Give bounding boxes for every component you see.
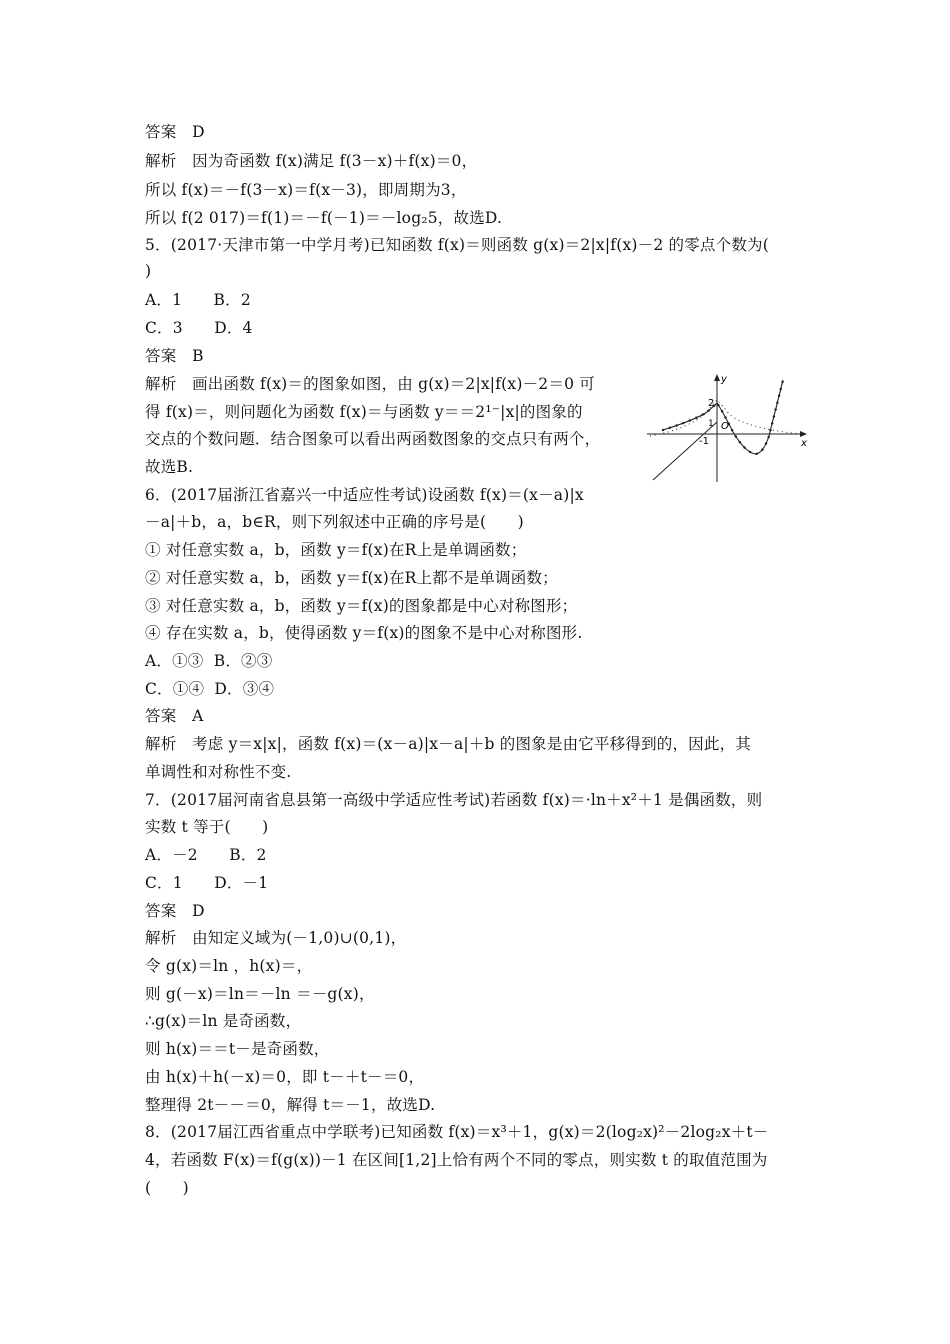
- text-line: 4，若函数 F(x)＝f(g(x))－1 在区间[1,2]上恰有两个不同的零点，则实数 t 的取值范围为: [145, 1151, 768, 1169]
- origin-label: O: [721, 421, 729, 432]
- text-line: 则 g(－x)＝ln＝－ln ＝－g(x)，: [145, 985, 375, 1003]
- tick-label-minus-one: -1: [699, 436, 709, 447]
- text-line: 解析 由知定义域为(－1,0)∪(0,1)，: [145, 929, 407, 947]
- text-line: 故选B.: [145, 458, 194, 476]
- text-line: 5．(2017·天津市第一中学月考)已知函数 f(x)＝则函数 g(x)＝2|x|f(x)－2 的零点个数为(: [145, 236, 769, 254]
- text-line: ① 对任意实数 a，b，函数 y＝f(x)在R上是单调函数；: [145, 541, 527, 559]
- x-axis-arrow: [800, 431, 807, 437]
- text-line: ④ 存在实数 a，b，使得函数 y＝f(x)的图象不是中心对称图形.: [145, 624, 583, 642]
- text-line: C．1 D．－1: [145, 874, 269, 892]
- function-graph-figure: [645, 372, 810, 484]
- text-line: A．①③ B．②③: [145, 652, 273, 670]
- f-curve: [663, 380, 783, 454]
- text-line: 7．(2017届河南省息县第一高级中学适应性考试)若函数 f(x)＝·ln＋x²＋1 是偶函数，则: [145, 791, 763, 809]
- text-line: 6．(2017届浙江省嘉兴一中适应性考试)设函数 f(x)＝(x－a)|x: [145, 486, 584, 504]
- tick-label-two: 2: [708, 398, 715, 409]
- text-line: 由 h(x)＋h(－x)＝0，即 t－＋t－＝0，: [145, 1068, 425, 1086]
- text-line: ( ): [145, 1179, 189, 1197]
- text-line: 答案 A: [145, 707, 204, 725]
- text-line: 答案 B: [145, 347, 204, 365]
- text-line: 交点的个数问题．结合图象可以看出两函数图象的交点只有两个，: [145, 430, 601, 448]
- y-axis-label: y: [721, 374, 727, 385]
- text-line: 解析 考虑 y＝x|x|，函数 f(x)＝(x－a)|x－a|＋b 的图象是由它平移得到的，因此，其: [145, 735, 751, 753]
- text-line: 所以 f(x)＝－f(3－x)＝f(x－3)，即周期为3，: [145, 181, 467, 199]
- text-line: A．1 B．2: [145, 291, 251, 309]
- text-line: 单调性和对称性不变.: [145, 763, 292, 781]
- text-line: ② 对任意实数 a，b，函数 y＝f(x)在R上都不是单调函数；: [145, 569, 558, 587]
- text-line: ③ 对任意实数 a，b，函数 y＝f(x)的图象都是中心对称图形；: [145, 597, 578, 615]
- text-line: C．①④ D．③④: [145, 680, 275, 698]
- text-line: A．－2 B．2: [145, 846, 267, 864]
- text-line: 实数 t 等于( ): [145, 818, 269, 836]
- text-line: 答案 D: [145, 123, 205, 141]
- text-line: 解析 画出函数 f(x)＝的图象如图，由 g(x)＝2|x|f(x)－2＝0 可: [145, 375, 595, 393]
- text-line: 整理得 2t－－＝0，解得 t＝－1，故选D.: [145, 1096, 436, 1114]
- text-line: 所以 f(2 017)＝f(1)＝－f(－1)＝－log₂5，故选D.: [145, 209, 503, 227]
- y-axis-arrow: [714, 374, 720, 381]
- text-line: C．3 D．4: [145, 319, 253, 337]
- x-axis-label: x: [801, 438, 807, 449]
- text-line: －a|＋b，a，b∈R，则下列叙述中正确的序号是( ): [145, 513, 524, 531]
- text-line: 答案 D: [145, 902, 205, 920]
- text-line: ): [145, 262, 152, 280]
- text-line: 解析 因为奇函数 f(x)满足 f(3－x)＋f(x)＝0，: [145, 152, 478, 170]
- text-line: ∴g(x)＝ln 是奇函数，: [145, 1012, 302, 1030]
- tick-label-one: 1: [708, 419, 714, 429]
- text-line: 令 g(x)＝ln ，h(x)＝，: [145, 957, 313, 975]
- f-curve-dots: [663, 380, 783, 454]
- text-line: 则 h(x)＝＝t－是奇函数，: [145, 1040, 330, 1058]
- text-line: 8．(2017届江西省重点中学联考)已知函数 f(x)＝x³＋1，g(x)＝2(log₂x)²－2log₂x＋t－: [145, 1123, 769, 1141]
- text-line: 得 f(x)＝，则问题化为函数 f(x)＝与函数 y＝＝2¹⁻|x|的图象的: [145, 403, 583, 421]
- function-graph-svg: [645, 372, 810, 484]
